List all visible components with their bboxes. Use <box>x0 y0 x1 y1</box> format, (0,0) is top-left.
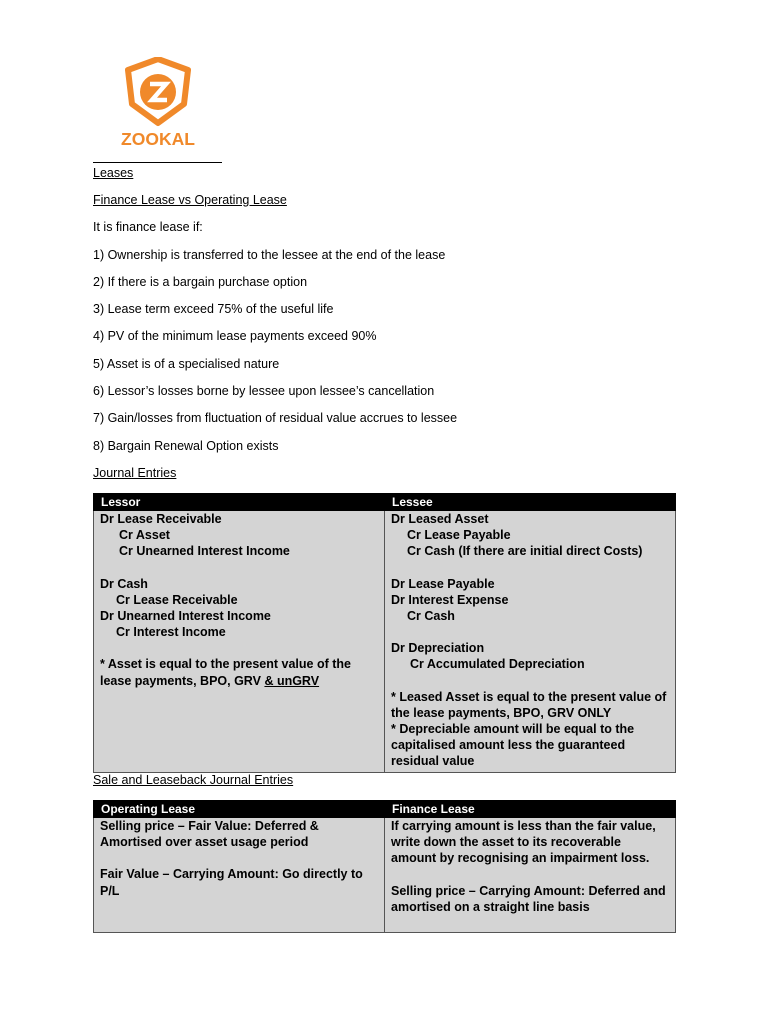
criterion-8: 8) Bargain Renewal Option exists <box>93 439 279 453</box>
finance-lease-intro: It is finance lease if: <box>93 220 203 234</box>
lessee-line: Cr Lease Payable <box>407 528 511 543</box>
lessee-line: Cr Cash (If there are initial direct Costs) <box>407 544 643 559</box>
finance-line: Selling price – Carrying Amount: Deferred and <box>391 883 666 898</box>
lessee-line: Dr Leased Asset <box>391 512 489 526</box>
finance-lease-entries <box>385 818 676 933</box>
lessor-line: Cr Unearned Interest Income <box>119 544 290 559</box>
criterion-7: 7) Gain/losses from fluctuation of residual value accrues to lessee <box>93 411 458 425</box>
lessor-note <box>100 673 378 689</box>
logo-wordmark: ZOOKAL <box>121 129 195 149</box>
lessor-header: Lessor <box>94 494 385 511</box>
sale-leaseback-table <box>93 800 676 933</box>
leases-heading: Leases <box>93 166 134 180</box>
lessor-line: Cr Lease Receivable <box>116 592 238 607</box>
lessee-line: Dr Interest Expense <box>391 592 509 607</box>
lessor-line: Dr Cash <box>100 576 148 591</box>
lessor-line: Dr Unearned Interest Income <box>100 609 271 624</box>
lessee-note: capitalised amount less the guaranteed <box>391 738 626 753</box>
criterion-5: 5) Asset is of a specialised nature <box>93 357 280 371</box>
journal-entries-heading: Journal Entries <box>93 466 177 480</box>
lessor-note: * Asset is equal to the present value of the <box>100 657 351 672</box>
operating-line: Selling price – Fair Value: Deferred & <box>100 819 319 833</box>
finance-line: write down the asset to its recoverable <box>391 835 621 850</box>
lessee-note: residual value <box>391 754 475 769</box>
finance-line: amount by recognising an impairment loss. <box>391 851 650 866</box>
criterion-1: 1) Ownership is transferred to the lessee at the end of the lease <box>93 248 446 262</box>
zookal-shield-icon <box>116 57 200 149</box>
operating-line: Amortised over asset usage period <box>100 835 309 850</box>
lessor-note-ungrv: & unGRV <box>264 673 320 688</box>
finance-line: If carrying amount is less than the fair value, <box>391 819 656 833</box>
lessee-note: the lease payments, BPO, GRV ONLY <box>391 705 612 720</box>
lessor-entries <box>94 511 385 773</box>
criterion-3: 3) Lease term exceed 75% of the useful life <box>93 302 334 316</box>
lessee-line: Dr Lease Payable <box>391 576 495 591</box>
lessee-line: Dr Depreciation <box>391 641 485 656</box>
criterion-2: 2) If there is a bargain purchase option <box>93 275 308 289</box>
lessor-note-text: lease payments, BPO, GRV <box>100 673 265 688</box>
zookal-logo <box>116 57 200 149</box>
operating-line: Fair Value – Carrying Amount: Go directly to <box>100 867 363 882</box>
lessee-note: * Depreciable amount will be equal to the <box>391 722 635 737</box>
lessor-line: Dr Lease Receivable <box>100 512 222 526</box>
operating-line: P/L <box>100 883 120 898</box>
lessee-line: Cr Cash <box>407 609 455 624</box>
sale-leaseback-heading: Sale and Leaseback Journal Entries <box>93 773 294 787</box>
finance-lease-header: Finance Lease <box>385 801 676 818</box>
lessee-line: Cr Accumulated Depreciation <box>410 657 585 672</box>
criterion-6: 6) Lessor’s losses borne by lessee upon lessee’s cancellation <box>93 384 435 398</box>
lessor-line: Cr Interest Income <box>116 625 226 640</box>
operating-lease-header: Operating Lease <box>94 801 385 818</box>
criterion-4: 4) PV of the minimum lease payments exceed 90% <box>93 329 377 343</box>
journal-entries-table <box>93 493 676 773</box>
operating-lease-entries <box>94 818 385 933</box>
lessor-line: Cr Asset <box>119 528 170 543</box>
lessee-note: * Leased Asset is equal to the present value of <box>391 689 667 704</box>
header-rule <box>93 162 222 163</box>
lessee-entries <box>385 511 676 773</box>
finance-line: amortised on a straight line basis <box>391 899 590 914</box>
finance-vs-operating-heading: Finance Lease vs Operating Lease <box>93 193 287 207</box>
lessee-header: Lessee <box>385 494 676 511</box>
